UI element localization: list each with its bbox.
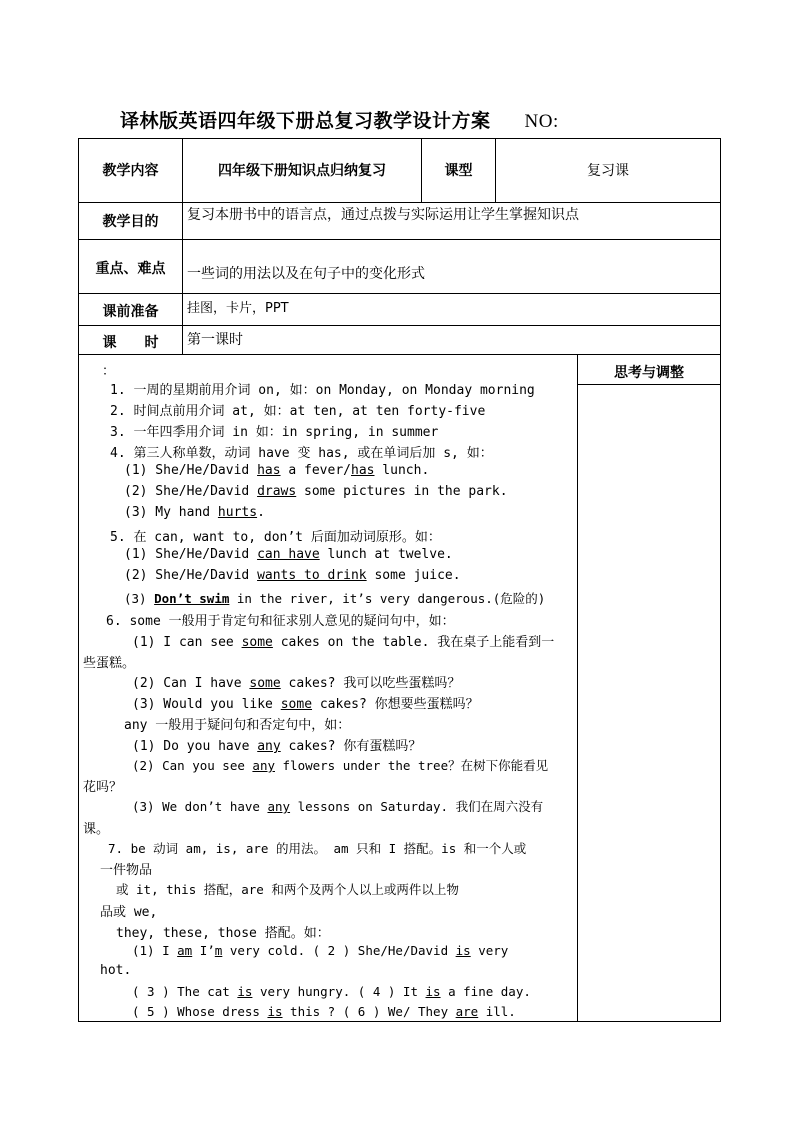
any-rule: any 一般用于疑问句和否定句中，如：	[124, 718, 351, 733]
row-divider	[78, 325, 721, 326]
type-value: 复习课	[587, 163, 629, 179]
table-border-right	[720, 138, 721, 1022]
point-4: 4. 第三人称单数，动词 have 变 has, 或在单词后加 s, 如：	[110, 446, 493, 461]
goal-value: 复习本册书中的语言点，通过点拨与实际运用让学生掌握知识点	[187, 207, 579, 223]
side-header: 思考与调整	[614, 365, 684, 381]
number-label: NO:	[524, 111, 559, 132]
point-7-cont: 品或 we,	[100, 905, 158, 920]
content-label: 教学内容	[102, 163, 159, 179]
row-divider	[78, 202, 721, 203]
example-line: ( 5 ) Whose dress is this ? ( 6 ) We/ They are ill.	[132, 1004, 516, 1019]
example-line: (3) We don’t have any lessons on Saturday. 我们在周六没有	[132, 799, 544, 814]
table-border-top	[78, 138, 721, 139]
title-text: 译林版英语四年级下册总复习教学设计方案	[120, 110, 491, 132]
point-7-cont: they, these, those 搭配。如：	[116, 926, 330, 941]
example-line-wrap: 课。	[83, 822, 110, 837]
example-line: (2) She/He/David draws some pictures in the park.	[124, 484, 508, 499]
example-line: (3) Would you like some cakes? 你想要些蛋糕吗？	[132, 697, 479, 712]
example-line-wrap: hot.	[100, 963, 132, 978]
example-line: (3) My hand hurts.	[124, 505, 265, 520]
example-line: (3) Don’t swim in the river, it’s very dangerous.(危险的)	[124, 591, 546, 606]
type-label: 课型	[444, 163, 473, 179]
row-divider	[78, 293, 721, 294]
row-divider	[78, 354, 721, 355]
column-divider	[577, 354, 578, 1022]
point-6: 6. some 一般用于肯定句和征求别人意见的疑问句中，如：	[106, 614, 455, 629]
focus-value: 一些词的用法以及在句子中的变化形式	[187, 266, 425, 282]
side-header-divider	[577, 384, 721, 385]
example-line-wrap: 些蛋糕。	[83, 656, 136, 671]
example-line: (1) She/He/David can have lunch at twelve.	[124, 547, 453, 562]
prep-value: 挂图，卡片，PPT	[187, 301, 289, 316]
document-title	[120, 106, 559, 133]
example-line: (2) Can you see any flowers under the tree？在树下你能看见	[132, 758, 549, 773]
point-7: 7. be 动词 am, is, are 的用法。 am 只和 I 搭配。is 和一个人或	[108, 841, 527, 856]
point-5: 5. 在 can, want to, don’t 后面加动词原形。如：	[110, 530, 441, 545]
example-line: (1) Do you have any cakes? 你有蛋糕吗？	[132, 739, 422, 754]
point-1: 1. 一周的星期前用介词 on, 如：on Monday, on Monday morning	[110, 383, 535, 398]
point-7-cont: 或 it, this 搭配，are 和两个及两个人以上或两件以上物	[116, 882, 459, 897]
point-3: 3. 一年四季用介词 in 如：in spring, in summer	[110, 425, 439, 440]
example-line: (2) She/He/David wants to drink some juice.	[124, 568, 461, 583]
body-content	[80, 360, 574, 1020]
example-line: (1) I can see some cakes on the table. 我在桌子上能看到一	[132, 635, 555, 650]
prep-label: 课前准备	[102, 304, 159, 320]
period-label: 课 时	[102, 335, 159, 351]
example-line: (2) Can I have some cakes? 我可以吃些蛋糕吗？	[132, 676, 461, 691]
example-line: (1) She/He/David has a fever/has lunch.	[124, 463, 430, 478]
point-2: 2. 时间点前用介词 at, 如：at ten, at ten forty-five	[110, 404, 486, 419]
goal-label: 教学目的	[102, 214, 159, 230]
point-7-cont: 一件物品	[100, 863, 153, 878]
row-divider	[78, 239, 721, 240]
period-value: 第一课时	[187, 332, 243, 348]
example-line: (1) I am I’m very cold. ( 2 ) She/He/David is very	[132, 943, 509, 958]
content-value: 四年级下册知识点归纳复习	[218, 163, 386, 179]
body-colon: ：	[102, 364, 116, 379]
example-line: ( 3 ) The cat is very hungry. ( 4 ) It is a fine day.	[132, 984, 531, 999]
table-border-bottom	[78, 1021, 721, 1022]
example-line-wrap: 花吗？	[83, 780, 123, 795]
focus-label: 重点、难点	[95, 261, 166, 277]
